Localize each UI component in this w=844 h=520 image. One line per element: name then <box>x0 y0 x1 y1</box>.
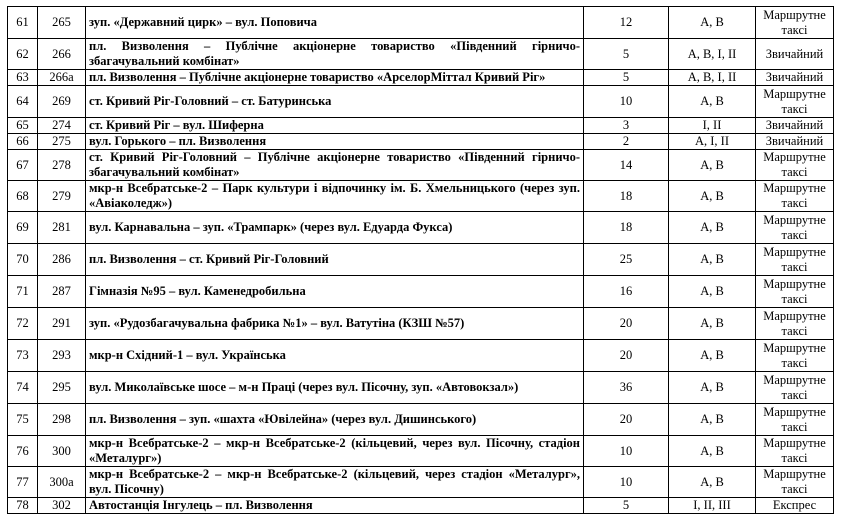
service-mode: Маршрутне таксі <box>756 340 834 372</box>
row-number: 61 <box>8 7 38 39</box>
row-number: 66 <box>8 134 38 150</box>
vehicle-count: 2 <box>584 134 669 150</box>
vehicle-count: 20 <box>584 340 669 372</box>
service-mode: Звичайний <box>756 118 834 134</box>
row-number: 65 <box>8 118 38 134</box>
service-mode: Звичайний <box>756 134 834 150</box>
vehicle-count: 5 <box>584 70 669 86</box>
route-number: 300а <box>38 467 86 498</box>
table-row <box>8 404 834 436</box>
vehicle-classes: А, В <box>669 340 756 372</box>
table-row <box>8 372 834 404</box>
row-number: 63 <box>8 70 38 86</box>
vehicle-count: 20 <box>584 404 669 436</box>
row-number: 62 <box>8 39 38 70</box>
route-description: мкр-н Східний-1 – вул. Українська <box>86 340 584 372</box>
table-row <box>8 467 834 498</box>
vehicle-count: 10 <box>584 86 669 118</box>
route-description: Автостанція Інгулець – пл. Визволення <box>86 498 584 514</box>
service-mode: Маршрутне таксі <box>756 276 834 308</box>
vehicle-count: 14 <box>584 150 669 181</box>
service-mode: Маршрутне таксі <box>756 467 834 498</box>
route-number: 286 <box>38 244 86 276</box>
route-number: 281 <box>38 212 86 244</box>
route-description: пл. Визволення – зуп. «шахта «Ювілейна» (через вул. Дишинського) <box>86 404 584 436</box>
route-description: мкр-н Всебратське-2 – Парк культури і відпочинку ім. Б. Хмельницького (через зуп. «Авіаколедж») <box>86 181 584 212</box>
route-number: 278 <box>38 150 86 181</box>
route-number: 302 <box>38 498 86 514</box>
routes-table-container <box>7 6 834 514</box>
table-row <box>8 86 834 118</box>
table-row <box>8 39 834 70</box>
vehicle-classes: А, В <box>669 86 756 118</box>
row-number: 78 <box>8 498 38 514</box>
table-row <box>8 308 834 340</box>
vehicle-count: 10 <box>584 436 669 467</box>
route-number: 275 <box>38 134 86 150</box>
row-number: 74 <box>8 372 38 404</box>
service-mode: Маршрутне таксі <box>756 150 834 181</box>
service-mode: Маршрутне таксі <box>756 7 834 39</box>
table-row <box>8 150 834 181</box>
row-number: 64 <box>8 86 38 118</box>
vehicle-count: 18 <box>584 212 669 244</box>
vehicle-classes: А, В <box>669 212 756 244</box>
vehicle-classes: А, В, І, ІІ <box>669 70 756 86</box>
table-row <box>8 436 834 467</box>
vehicle-classes: А, В <box>669 244 756 276</box>
vehicle-classes: А, В <box>669 467 756 498</box>
routes-table <box>7 6 834 514</box>
table-row <box>8 7 834 39</box>
service-mode: Маршрутне таксі <box>756 212 834 244</box>
route-description: пл. Визволення – Публічне акціонерне товариство «АрселорМіттал Кривий Ріг» <box>86 70 584 86</box>
table-row <box>8 498 834 514</box>
vehicle-count: 10 <box>584 467 669 498</box>
route-description: вул. Карнавальна – зуп. «Трампарк» (через вул. Едуарда Фукса) <box>86 212 584 244</box>
vehicle-classes: А, В <box>669 372 756 404</box>
table-row <box>8 212 834 244</box>
vehicle-classes: А, В <box>669 181 756 212</box>
vehicle-count: 12 <box>584 7 669 39</box>
route-number: 293 <box>38 340 86 372</box>
row-number: 77 <box>8 467 38 498</box>
vehicle-count: 20 <box>584 308 669 340</box>
vehicle-count: 36 <box>584 372 669 404</box>
vehicle-classes: А, В, І, ІІ <box>669 39 756 70</box>
row-number: 75 <box>8 404 38 436</box>
row-number: 70 <box>8 244 38 276</box>
route-description: ст. Кривий Ріг-Головний – Публічне акціонерне товариство «Південний гірничо-збагачувальний комбінат» <box>86 150 584 181</box>
route-description: зуп. «Рудозбагачувальна фабрика №1» – вул. Ватутіна (КЗШ №57) <box>86 308 584 340</box>
vehicle-count: 5 <box>584 498 669 514</box>
route-number: 274 <box>38 118 86 134</box>
service-mode: Маршрутне таксі <box>756 86 834 118</box>
service-mode: Маршрутне таксі <box>756 244 834 276</box>
vehicle-count: 5 <box>584 39 669 70</box>
route-description: пл. Визволення – ст. Кривий Ріг-Головний <box>86 244 584 276</box>
route-number: 266а <box>38 70 86 86</box>
table-row <box>8 181 834 212</box>
service-mode: Звичайний <box>756 39 834 70</box>
table-row <box>8 118 834 134</box>
route-number: 287 <box>38 276 86 308</box>
route-number: 269 <box>38 86 86 118</box>
vehicle-count: 16 <box>584 276 669 308</box>
route-description: пл. Визволення – Публічне акціонерне товариство «Південний гірничо-збагачувальний комбінат» <box>86 39 584 70</box>
service-mode: Маршрутне таксі <box>756 436 834 467</box>
row-number: 76 <box>8 436 38 467</box>
route-number: 298 <box>38 404 86 436</box>
row-number: 71 <box>8 276 38 308</box>
vehicle-classes: А, І, ІІ <box>669 134 756 150</box>
vehicle-count: 18 <box>584 181 669 212</box>
table-row <box>8 244 834 276</box>
row-number: 73 <box>8 340 38 372</box>
route-description: вул. Горького – пл. Визволення <box>86 134 584 150</box>
vehicle-count: 3 <box>584 118 669 134</box>
route-number: 295 <box>38 372 86 404</box>
table-row <box>8 340 834 372</box>
vehicle-classes: І, ІІ, ІІІ <box>669 498 756 514</box>
vehicle-classes: А, В <box>669 150 756 181</box>
vehicle-classes: А, В <box>669 436 756 467</box>
vehicle-classes: А, В <box>669 308 756 340</box>
row-number: 69 <box>8 212 38 244</box>
route-description: зуп. «Державний цирк» – вул. Поповича <box>86 7 584 39</box>
service-mode: Маршрутне таксі <box>756 181 834 212</box>
service-mode: Маршрутне таксі <box>756 308 834 340</box>
service-mode: Звичайний <box>756 70 834 86</box>
route-description: вул. Миколаївське шосе – м-н Праці (через вул. Пісочну, зуп. «Автовокзал») <box>86 372 584 404</box>
route-number: 279 <box>38 181 86 212</box>
route-description: ст. Кривий Ріг – вул. Шиферна <box>86 118 584 134</box>
service-mode: Експрес <box>756 498 834 514</box>
vehicle-count: 25 <box>584 244 669 276</box>
route-description: Гімназія №95 – вул. Каменедробильна <box>86 276 584 308</box>
vehicle-classes: І, ІІ <box>669 118 756 134</box>
route-number: 291 <box>38 308 86 340</box>
row-number: 68 <box>8 181 38 212</box>
vehicle-classes: А, В <box>669 276 756 308</box>
vehicle-classes: А, В <box>669 7 756 39</box>
route-number: 266 <box>38 39 86 70</box>
service-mode: Маршрутне таксі <box>756 372 834 404</box>
table-row <box>8 70 834 86</box>
route-description: мкр-н Всебратське-2 – мкр-н Всебратське-2 (кільцевий, через вул. Пісочну, стадіон «Металург») <box>86 436 584 467</box>
table-row <box>8 276 834 308</box>
route-description: ст. Кривий Ріг-Головний – ст. Батуринська <box>86 86 584 118</box>
table-row <box>8 134 834 150</box>
vehicle-classes: А, В <box>669 404 756 436</box>
row-number: 72 <box>8 308 38 340</box>
row-number: 67 <box>8 150 38 181</box>
route-description: мкр-н Всебратське-2 – мкр-н Всебратське-2 (кільцевий, через стадіон «Металург», вул. Пісочну) <box>86 467 584 498</box>
route-number: 300 <box>38 436 86 467</box>
service-mode: Маршрутне таксі <box>756 404 834 436</box>
route-number: 265 <box>38 7 86 39</box>
